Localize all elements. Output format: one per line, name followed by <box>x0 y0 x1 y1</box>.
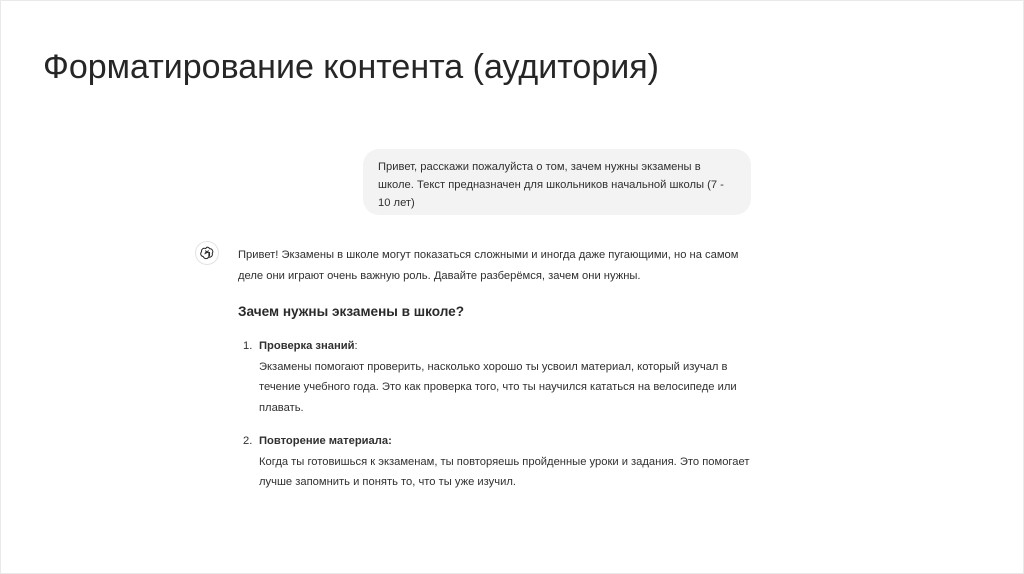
list-item-title-suffix: : <box>354 340 358 352</box>
openai-logo-icon <box>195 241 219 265</box>
user-message-bubble: Привет, расскажи пожалуйста о том, зачем нужны экзамены в школе. Текст предназначен для школьников начальной школы (7 - 10 лет) <box>363 149 751 215</box>
list-item-number: 1. <box>243 340 253 352</box>
list-item <box>238 336 758 418</box>
list-item-title: Повторение материала: <box>259 435 392 447</box>
assistant-message <box>238 245 758 506</box>
list-item <box>238 431 758 493</box>
list-item-title: Проверка знаний <box>259 340 355 352</box>
section-heading: Зачем нужны экзамены в школе? <box>238 304 465 319</box>
slide-title: Форматирование контента (аудитория) <box>43 48 659 86</box>
list-item-number: 2. <box>243 435 253 447</box>
list-item-description: Когда ты готовишься к экзаменам, ты повторяешь пройденные уроки и задания. Это помогает лучше запомнить и понять то, что ты уже изучил. <box>259 455 750 488</box>
assistant-intro: Привет! Экзамены в школе могут показаться сложными и иногда даже пугающими, но на самом деле они играют очень важную роль. Давайте разберёмся, зачем они нужны. <box>238 249 739 282</box>
list-item-description: Экзамены помогают проверить, насколько хорошо ты усвоил материал, который изучал в течение учебного года. Это как проверка того, что ты научился кататься на велосипеде или плавать. <box>259 360 737 414</box>
reasons-list <box>238 336 758 493</box>
